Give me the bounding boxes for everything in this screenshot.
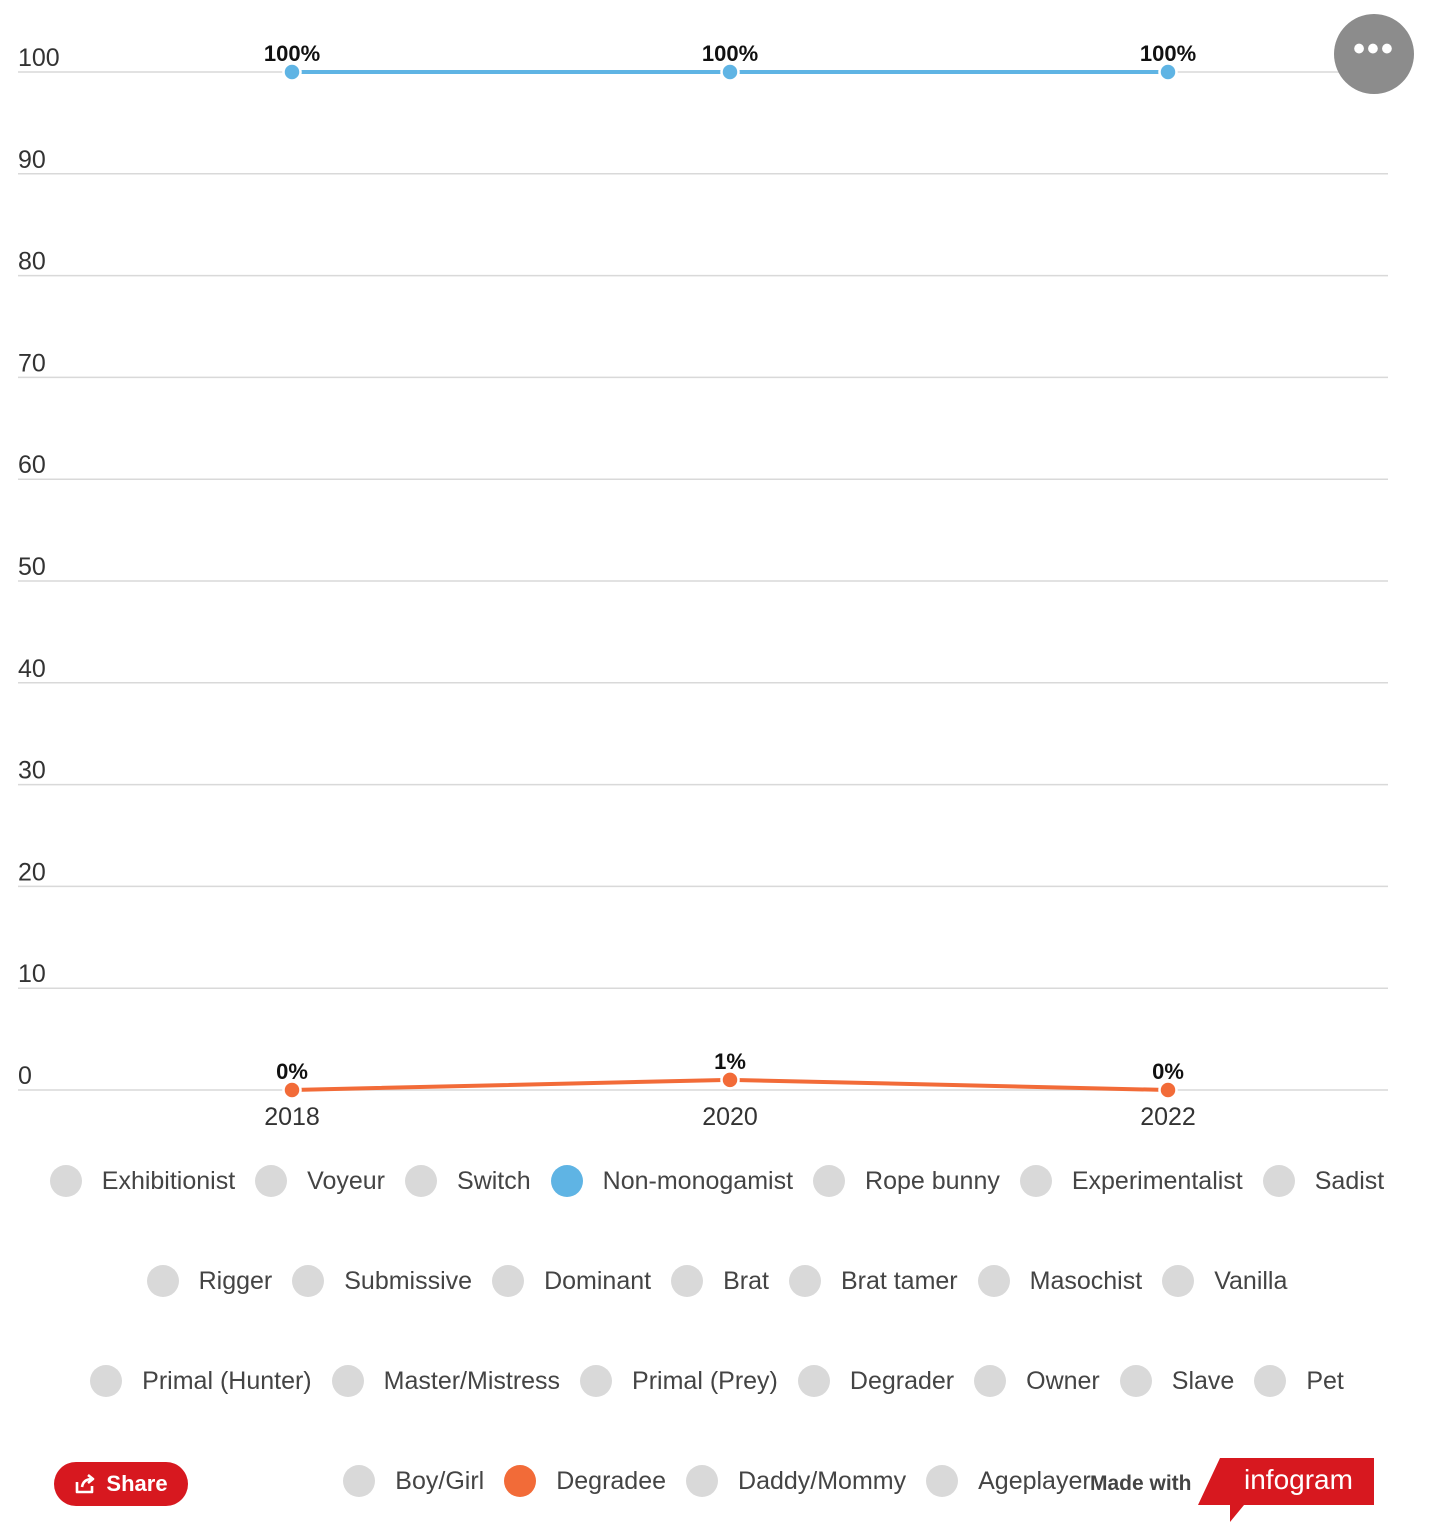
legend-item-dominant[interactable] (492, 1265, 651, 1297)
legend-label: Brat tamer (840, 1266, 958, 1295)
legend-label: Ageplayer (978, 1466, 1091, 1495)
legend-label: Brat (723, 1266, 769, 1295)
legend-item-experimentalist[interactable] (1020, 1165, 1243, 1197)
series (264, 41, 1196, 1099)
legend-label: Voyeur (307, 1166, 386, 1195)
legend-item-non-monogamist[interactable] (551, 1165, 793, 1197)
x-tick-label: 2020 (702, 1103, 758, 1131)
legend-item-rigger[interactable] (147, 1265, 273, 1297)
data-point (722, 1071, 739, 1088)
legend-label: Slave (1171, 1366, 1235, 1395)
legend-label: Daddy/Mommy (738, 1466, 907, 1495)
legend-swatch (255, 1165, 287, 1197)
legend-swatch (1120, 1365, 1152, 1397)
legend-swatch (90, 1365, 122, 1397)
legend-item-brat-tamer[interactable] (789, 1265, 958, 1297)
legend-item-pet[interactable] (1254, 1365, 1344, 1397)
data-point (1160, 64, 1177, 81)
legend-label: Dominant (544, 1266, 652, 1295)
legend-label: Non-monogamist (602, 1166, 794, 1195)
legend-label: Master/Mistress (383, 1366, 561, 1395)
y-tick-label: 10 (18, 960, 46, 989)
data-point (1160, 1082, 1177, 1099)
series-non-monogamist (264, 41, 1196, 81)
legend-swatch (926, 1465, 958, 1497)
legend-swatch (405, 1165, 437, 1197)
legend-swatch (50, 1165, 82, 1197)
legend-item-primal-hunter[interactable] (90, 1365, 311, 1397)
legend-label: Primal (Prey) (632, 1366, 778, 1395)
y-tick-label: 20 (18, 858, 46, 887)
legend-item-master-mistress[interactable] (332, 1365, 560, 1397)
data-label: 100% (701, 41, 759, 66)
legend-item-vanilla[interactable] (1162, 1265, 1287, 1297)
data-point (722, 64, 739, 81)
y-tick-label: 50 (18, 553, 46, 581)
legend-swatch (813, 1165, 845, 1197)
legend (20, 1165, 1414, 1497)
y-tick-label: 80 (18, 247, 46, 276)
legend-label: Primal (Hunter) (142, 1366, 312, 1395)
data-label: 1% (714, 1048, 746, 1074)
legend-label: Rope bunny (865, 1166, 1000, 1195)
legend-swatch (343, 1465, 375, 1497)
legend-item-sadist[interactable] (1263, 1165, 1384, 1197)
legend-label: Owner (1026, 1366, 1100, 1395)
x-tick-label: 2022 (1140, 1103, 1196, 1131)
legend-item-masochist[interactable] (978, 1265, 1143, 1297)
more-horizontal-icon: ••• (1353, 30, 1395, 68)
data-point (284, 64, 301, 81)
legend-item-boy-girl[interactable] (343, 1465, 484, 1497)
infogram-brand-text: infogram (1244, 1464, 1353, 1495)
legend-swatch (1162, 1265, 1194, 1297)
y-tick-label: 100 (18, 44, 60, 72)
legend-item-slave[interactable] (1120, 1365, 1235, 1397)
legend-label: Boy/Girl (395, 1466, 485, 1495)
legend-swatch (551, 1165, 583, 1197)
legend-label: Switch (457, 1166, 531, 1195)
legend-label: Pet (1306, 1366, 1344, 1395)
legend-item-submissive[interactable] (292, 1265, 472, 1297)
legend-item-brat[interactable] (671, 1265, 769, 1297)
x-tick-label: 2018 (264, 1103, 320, 1131)
legend-item-switch[interactable] (405, 1165, 531, 1197)
legend-item-daddy-mommy[interactable] (686, 1465, 906, 1497)
legend-swatch (1254, 1365, 1286, 1397)
legend-swatch (332, 1365, 364, 1397)
data-point (284, 1082, 301, 1099)
made-with-label: Made with (1090, 1472, 1192, 1495)
legend-swatch (292, 1265, 324, 1297)
legend-swatch (492, 1265, 524, 1297)
legend-item-rope-bunny[interactable] (813, 1165, 1000, 1197)
legend-item-ageplayer[interactable] (926, 1465, 1091, 1497)
legend-swatch (974, 1365, 1006, 1397)
y-tick-label: 60 (18, 451, 46, 480)
legend-item-degradee[interactable] (504, 1465, 666, 1497)
legend-swatch (978, 1265, 1010, 1297)
share-label: Share (106, 1471, 168, 1496)
y-tick-label: 0 (18, 1062, 32, 1090)
legend-item-owner[interactable] (974, 1365, 1100, 1397)
legend-swatch (1020, 1165, 1052, 1197)
share-icon (74, 1473, 96, 1495)
legend-item-voyeur[interactable] (255, 1165, 385, 1197)
y-tick-label: 70 (18, 349, 46, 378)
legend-label: Exhibitionist (101, 1166, 236, 1195)
legend-label: Masochist (1029, 1266, 1143, 1295)
legend-swatch (1263, 1165, 1295, 1197)
share-button[interactable] (54, 1462, 188, 1506)
legend-label: Submissive (344, 1266, 473, 1295)
legend-item-primal-prey[interactable] (580, 1365, 778, 1397)
legend-label: Rigger (198, 1266, 273, 1295)
x-axis-ticks (264, 1103, 1196, 1131)
legend-swatch (147, 1265, 179, 1297)
legend-label: Degrader (849, 1366, 955, 1395)
series-degradee (276, 1049, 1184, 1099)
legend-swatch (686, 1465, 718, 1497)
legend-swatch (504, 1465, 536, 1497)
grid-lines (18, 72, 1388, 1090)
legend-label: Sadist (1314, 1166, 1385, 1195)
data-label: 0% (1152, 1059, 1184, 1084)
legend-swatch (671, 1265, 703, 1297)
legend-label: Vanilla (1214, 1266, 1288, 1295)
legend-item-exhibitionist[interactable] (50, 1165, 235, 1197)
data-label: 100% (263, 41, 321, 66)
y-tick-label: 30 (18, 756, 46, 785)
infogram-logo[interactable] (1198, 1458, 1374, 1522)
y-axis-ticks (18, 44, 60, 1090)
data-label: 0% (276, 1059, 308, 1084)
y-tick-label: 90 (18, 145, 46, 174)
legend-label: Degradee (556, 1466, 667, 1495)
y-tick-label: 40 (18, 654, 46, 683)
data-label: 100% (1139, 41, 1197, 66)
legend-label: Experimentalist (1071, 1166, 1243, 1195)
legend-swatch (580, 1365, 612, 1397)
chart-menu-button[interactable] (1334, 14, 1414, 94)
legend-swatch (789, 1265, 821, 1297)
legend-item-degrader[interactable] (798, 1365, 954, 1397)
legend-swatch (798, 1365, 830, 1397)
